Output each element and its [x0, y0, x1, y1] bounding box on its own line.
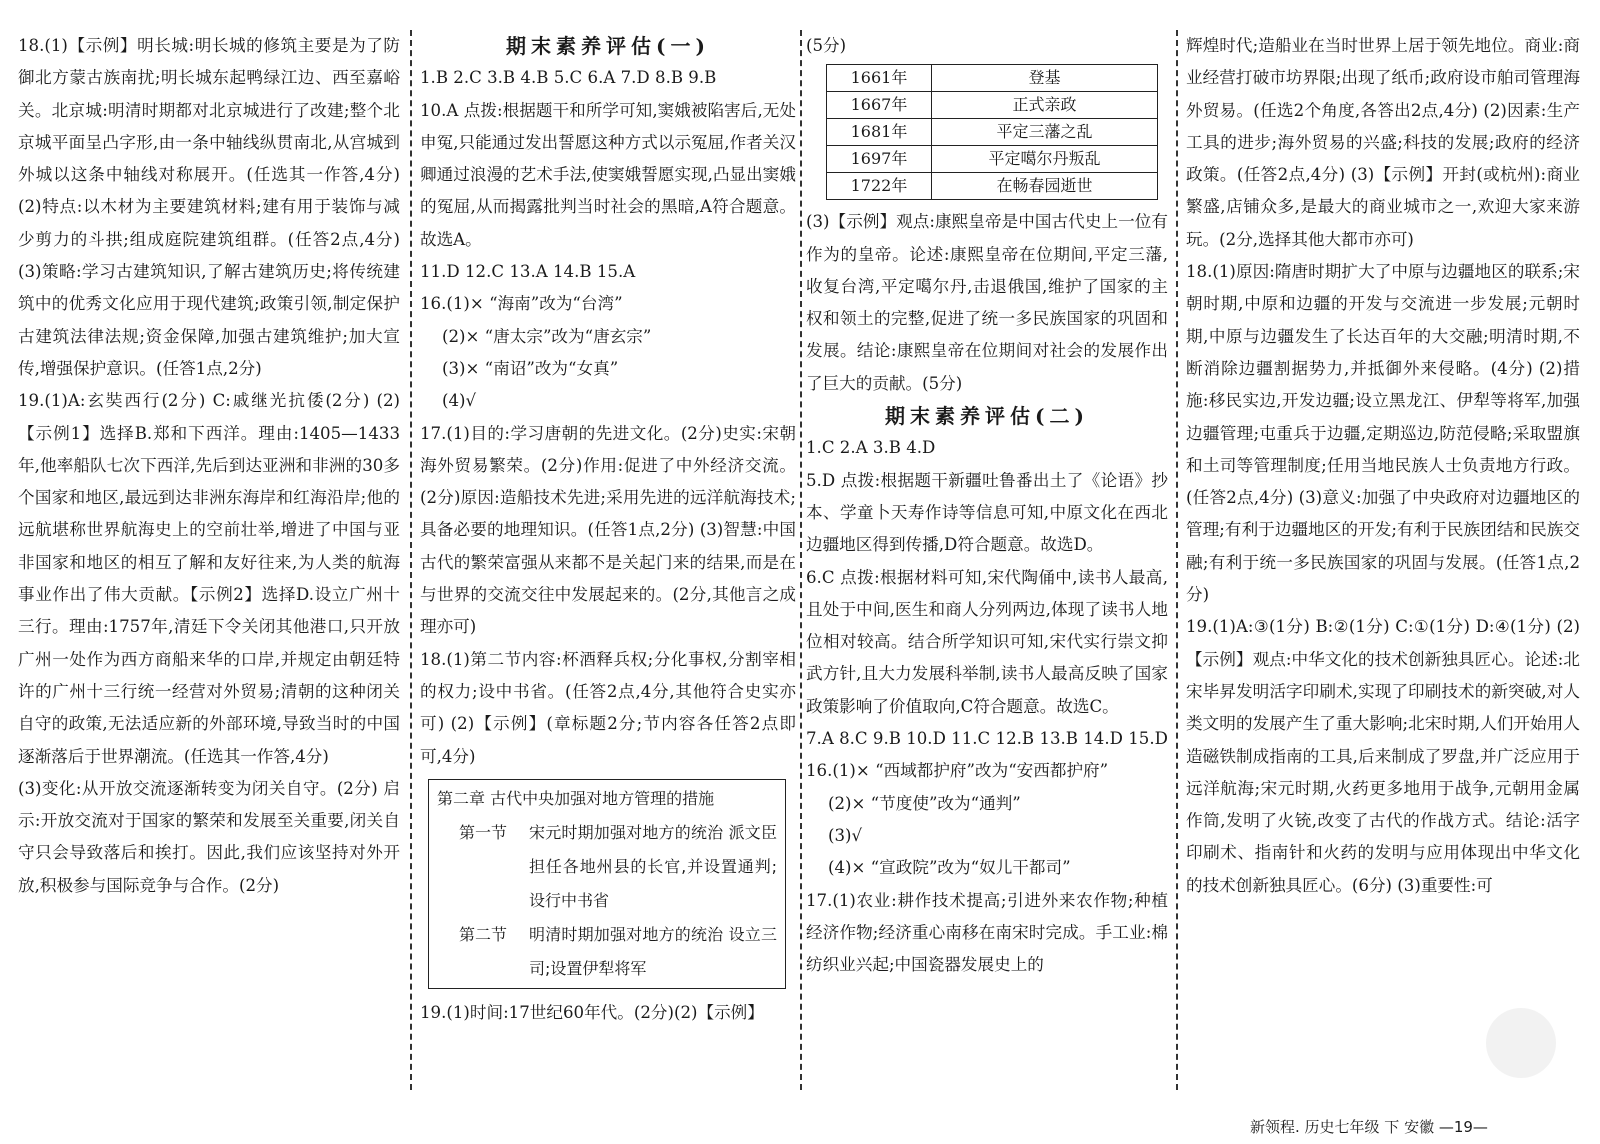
answer-17: 17.(1)目的:学习唐朝的先进文化。(2分)史实:宋朝海外贸易繁荣。(2分)作用:促进了中外经济交流。(2分)原因:造船技术先进;采用先进的远洋航海技术;具备必要的地理知识。(任答1点,2分) (3)智慧:中国古代的繁荣富强从来都不是关起门来的结果,而是在与世界的交流交往中发展起来的。(2分,其他言之成理亦可): [420, 423, 796, 637]
answer-16-3: (3)√: [828, 825, 863, 845]
answer-16-1: 16.(1)× “西域都护府”改为“安西都护府”: [806, 761, 1109, 781]
mc-answers-1-4: 1.C 2.A 3.B 4.D: [806, 438, 936, 458]
answer-16-2: (2)× “节度使”改为“通判”: [828, 793, 1021, 813]
section-heading-1: 期末素养评估(一): [506, 34, 710, 58]
table-row: [827, 65, 1158, 92]
section-2-name: 第二节: [458, 924, 507, 944]
answer-17-cont: 辉煌时代;造船业在当时世界上居于领先地位。商业:商业经营打破市坊界限;出现了纸币;政府设市舶司管理海外贸易。(任选2个角度,各答出2点,4分) (2)因素:生产工具的进步;海外贸易的兴盛;科技的发展;政府的经济政策。(任答2点,4分) (3)【示例】开封(或杭州):商业繁盛,店铺众多,是最大的商业城市之一,欢迎大家来游玩。(2分,选择其他大都市亦可): [1186, 36, 1580, 249]
column-2: [420, 30, 796, 1029]
column-4: [1186, 30, 1580, 902]
watermark-stamp: [1486, 1008, 1556, 1078]
section-2: [437, 918, 777, 986]
table-row: [827, 119, 1158, 146]
event-cell: 平定三藩之乱: [932, 119, 1158, 146]
mc-answers-11-15: 11.D 12.C 13.A 14.B 15.A: [420, 262, 636, 282]
answer-18: 18.(1)原因:隋唐时期扩大了中原与边疆地区的联系;宋朝时期,中原和边疆的开发与交流进一步发展;元朝时期,中原与边疆发生了长达百年的大交融;明清时期,不断消除边疆割据势力,并抵御外来侵略。(4分) (2)措施:移民实边,开发边疆;设立黑龙江、伊犁等将军,加强边疆管理;屯重兵于边疆,定期巡边,防范侵略;采取盟旗和土司等管理制度;任用当地民族人士负责地方行政。(任答2点,4分) (3)意义:加强了中央政府对边疆地区的管理;有利于边疆地区的开发;有利于民族团结和民族交融;有利于统一多民族国家的巩固与发展。(任答1点,2分): [1186, 262, 1580, 605]
event-cell: 在畅春园逝世: [932, 173, 1158, 200]
section-1-name: 第一节: [458, 822, 507, 842]
section-heading-2: 期末素养评估(二): [885, 404, 1089, 429]
section-1-text: 宋元时期加强对地方的统治 派文臣担任各地州县的长官,并设置通判;设行中书省: [529, 822, 777, 910]
page-footer: 新领程. 历史七年级 下 安徽 —19—: [1250, 1118, 1488, 1136]
answer-16-4: (4)√: [442, 391, 477, 411]
year-cell: 1667年: [827, 92, 932, 119]
section-2-text: 明清时期加强对地方的统治 设立三司;设置伊犁将军: [529, 924, 777, 978]
answer-6: 6.C 点拨:根据材料可知,宋代陶俑中,读书人最高,且处于中间,医生和商人分列两边,体现了读书人地位相对较高。结合所学知识可知,宋代实行崇文抑武方针,且大力发展科举制,读书人最高反映了国家政策影响了价值取向,C符合题意。故选C。: [806, 567, 1168, 716]
table-row: [827, 146, 1158, 173]
kangxi-timeline-table: [826, 64, 1158, 200]
answer-19: 19.(1)A:③(1分) B:②(1分) C:①(1分) D:④(1分) (2)【示例】观点:中华文化的技术创新独具匠心。论述:北宋毕昇发明活字印刷术,实现了印刷技术的新突破,对人类文明的发展产生了重大影响;北宋时期,人们开始用人造磁铁制成指南的工具,后来制成了罗盘,并广泛应用于远洋航海;宋元时期,火药更多地用于战争,元朝用金属作筒,发明了火铳,改变了古代的作战方式。结论:活字印刷术、指南针和火药的发明与应用体现出中华文化的技术创新独具匠心。(6分) (3)重要性:可: [1186, 617, 1580, 895]
table-row: [827, 173, 1158, 200]
answer-5: 5.D 点拨:根据题干新疆吐鲁番出土了《论语》抄本、学童卜天寿作诗等信息可知,中原文化在西北边疆地区得到传播,D符合题意。故选D。: [806, 470, 1168, 555]
column-3: [806, 30, 1168, 981]
answer-16-2: (2)× “唐太宗”改为“唐玄宗”: [442, 326, 652, 346]
chapter-outline-box: [428, 779, 786, 989]
answer-19-3: (3)变化:从开放交流逐渐转变为闭关自守。(2分) 启示:开放交流对于国家的繁荣和发展至关重要,闭关自守只会导致落后和挨打。因此,我们应该坚持对外开放,积极参与国际竞争与合作。(2分): [18, 778, 400, 895]
section-1: [437, 816, 777, 918]
column-1: [18, 30, 400, 902]
answer-19-3: (3)【示例】观点:康熙皇帝是中国古代史上一位有作为的皇帝。论述:康熙皇帝在位期间,平定三藩,收复台湾,平定噶尔丹,击退俄国,维护了国家的主权和领土的完整,促进了统一多民族国家的巩固和发展。结论:康熙皇帝在位期间对社会的发展作出了巨大的贡献。(5分): [806, 212, 1168, 393]
mc-answers-1-9: 1.B 2.C 3.B 4.B 5.C 6.A 7.D 8.B 9.B: [420, 68, 717, 88]
answer-16-1: 16.(1)× “海南”改为“台湾”: [420, 294, 623, 314]
event-cell: 平定噶尔丹叛乱: [932, 146, 1158, 173]
answer-10: 10.A 点拨:根据题干和所学可知,窦娥被陷害后,无处申冤,只能通过发出誓愿这种方式以示冤屈,作者关汉卿通过浪漫的艺术手法,使窦娥誓愿实现,凸显出窦娥的冤屈,从而揭露批判当时社会的黑暗,A符合题意。故选A。: [420, 100, 796, 249]
mc-answers-7-15: 7.A 8.C 9.B 10.D 11.C 12.B 13.B 14.D 15.D: [806, 729, 1168, 749]
answer-17: 17.(1)农业:耕作技术提高;引进外来农作物;种植经济作物;经济重心南移在南宋时完成。手工业:棉纺织业兴起;中国瓷器发展史上的: [806, 890, 1168, 975]
answer-18: 18.(1)第二节内容:杯酒释兵权;分化事权,分割宰相的权力;设中书省。(任答2点,4分,其他符合史实亦可) (2)【示例】(章标题2分;节内容各任答2点即可,4分): [420, 649, 796, 766]
table-row: [827, 92, 1158, 119]
score-note: (5分): [806, 36, 847, 55]
answer-19: 19.(1)时间:17世纪60年代。(2分)(2)【示例】: [420, 1002, 764, 1022]
answer-18: 18.(1)【示例】明长城:明长城的修筑主要是为了防御北方蒙古族南扰;明长城东起鸭绿江边、西至嘉峪关。北京城:明清时期都对北京城进行了改建;整个北京城平面呈凸字形,由一条中轴线纵贯南北,从宫城到外城以这条中轴线对称展开。(任选其一作答,4分) (2)特点:以木材为主要建筑材料;建有用于装饰与减少剪力的斗拱;组成庭院建筑组群。(任答2点,4分) (3)策略:学习古建筑知识,了解古建筑历史;将传统建筑中的优秀文化应用于现代建筑;政策引领,制定保护古建筑法律法规;资金保障,加强古建筑维护;加大宣传,增强保护意识。(任答1点,2分): [18, 36, 400, 378]
answer-16-4: (4)× “宣政院”改为“奴儿干都司”: [828, 858, 1071, 878]
year-cell: 1681年: [827, 119, 932, 146]
answer-16-3: (3)× “南诏”改为“女真”: [442, 358, 619, 378]
chapter-title: 第二章 古代中央加强对地方管理的措施: [437, 788, 715, 808]
event-cell: 登基: [932, 65, 1158, 92]
year-cell: 1661年: [827, 65, 932, 92]
answer-19: 19.(1)A:玄奘西行(2分) C:戚继光抗倭(2分) (2)【示例1】选择B.郑和下西洋。理由:1405—1433年,他率船队七次下西洋,先后到达亚洲和非洲的30多个国家和地区,最远到达非洲东海岸和红海沿岸;他的远航堪称世界航海史上的空前壮举,增进了中国与亚非国家和地区的相互了解和友好往来,为人类的航海事业作出了伟大贡献。【示例2】选择D.设立广州十三行。理由:1757年,清廷下令关闭其他港口,只开放广州一处作为西方商船来华的口岸,并规定由朝廷特许的广州十三行统一经营对外贸易;清朝的这种闭关自守的政策,无法适应新的外部环境,导致当时的中国逐渐落后于世界潮流。(任选其一作答,4分): [18, 391, 400, 766]
year-cell: 1697年: [827, 146, 932, 173]
year-cell: 1722年: [827, 173, 932, 200]
event-cell: 正式亲政: [932, 92, 1158, 119]
